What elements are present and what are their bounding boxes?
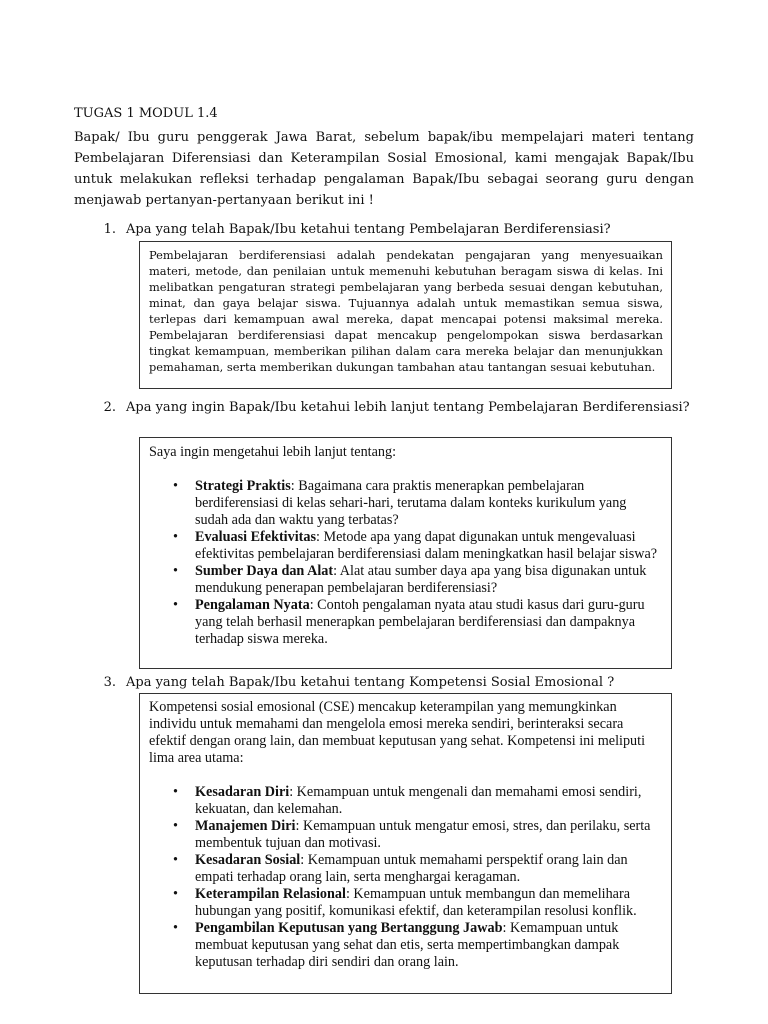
question-3	[74, 675, 734, 690]
list-item	[195, 852, 661, 886]
item-text: : Bagaimana cara praktis menerapkan pembelajaran berdiferensiasi di kelas sehari-hari, terutama dalam konteks kurikulum yang sudah ada dan waktu yang terbatas?	[195, 478, 627, 528]
item-text: : Metode apa yang dapat digunakan untuk mengevaluasi efektivitas pembelajaran berdiferensiasi dalam meningkatkan hasil belajar siswa?	[195, 529, 658, 562]
list-item	[195, 529, 661, 563]
item-title: Kesadaran Sosial	[195, 852, 301, 868]
list-item	[195, 597, 661, 648]
item-text: : Kemampuan untuk mengatur emosi, stres, dan perilaku, serta membentuk tujuan dan motivasi.	[195, 818, 651, 851]
item-title: Pengambilan Keputusan yang Bertanggung Jawab	[195, 920, 503, 936]
item-text: : Kemampuan untuk mengenali dan memahami emosi sendiri, kekuatan, dan kelemahan.	[195, 784, 642, 817]
item-title: Pengalaman Nyata	[195, 597, 310, 613]
bullet-list	[149, 478, 661, 648]
item-text: : Kemampuan untuk memahami perspektif orang lain dan empati terhadap orang lain, serta menghargai keragaman.	[195, 852, 628, 885]
list-item	[195, 563, 661, 597]
item-title: Evaluasi Efektivitas	[195, 529, 317, 545]
question-number: 2.	[103, 400, 116, 415]
bullet-list	[149, 784, 661, 971]
item-text: : Contoh pengalaman nyata atau studi kasus dari guru-guru yang telah berhasil menerapkan pembelajaran berdiferensiasi dan dampaknya terhadap siswa mereka.	[195, 597, 645, 647]
question-number: 3.	[103, 675, 116, 690]
question-1	[74, 222, 734, 237]
intro-paragraph: Bapak/ Ibu guru penggerak Jawa Barat, sebelum bapak/ibu mempelajari materi tentang Pembelajaran Diferensiasi dan Keterampilan Sosial Emosional, kami mengajak Bapak/Ibu untuk melakukan refleksi terhadap pengalaman Bapak/Ibu sebagai seorang guru dengan menjawab pertanyan-pertanyaan berikut ini !	[74, 130, 694, 208]
answer-lead: Kompetensi sosial emosional (CSE) mencakup keterampilan yang memungkinkan individu untuk memahami dan mengelola emosi mereka sendiri, berinteraksi secara efektif dengan orang lain, dan membuat keputusan yang sehat. Kompetensi ini meliputi lima area utama:	[149, 699, 646, 766]
item-text: : Alat atau sumber daya apa yang bisa digunakan untuk mendukung penerapan pembelajaran berdiferensiasi?	[195, 563, 647, 596]
answer-text: Pembelajaran berdiferensiasi adalah pendekatan pengajaran yang menyesuaikan materi, metode, dan penilaian untuk memenuhi kebutuhan beragam siswa di kelas. Ini melibatkan pengaturan strategi pembelajaran yang berbeda sesuai dengan kebutuhan, minat, dan gaya belajar siswa. Tujuannya adalah untuk memastikan semua siswa, terlepas dari kemampuan awal mereka, dapat mencapai potensi maksimal mereka. Pembelajaran berdiferensiasi dapat mencakup pengelompokan siswa berdasarkan tingkat kemampuan, memberikan pilihan dalam cara mereka belajar dan menunjukkan pemahaman, serta memberikan dukungan tambahan atau tantangan sesuai kebutuhan.	[149, 248, 663, 374]
page-title: TUGAS 1 MODUL 1.4	[74, 106, 218, 121]
item-text: : Kemampuan untuk membuat keputusan yang sehat dan etis, serta mempertimbangkan dampak keputusan terhadap diri sendiri dan orang lain.	[195, 920, 620, 970]
item-title: Strategi Praktis	[195, 478, 291, 494]
list-item	[195, 886, 661, 920]
item-title: Kesadaran Diri	[195, 784, 290, 800]
item-title: Keterampilan Relasional	[195, 886, 346, 902]
question-2	[74, 400, 734, 415]
list-item	[195, 920, 661, 971]
list-item	[195, 784, 661, 818]
answer-box-3	[139, 693, 672, 994]
answer-box-1	[139, 241, 672, 389]
list-item	[195, 818, 661, 852]
item-title: Manajemen Diri	[195, 818, 296, 834]
item-text: : Kemampuan untuk membangun dan memelihara hubungan yang positif, komunikasi efektif, dan keterampilan resolusi konflik.	[195, 886, 637, 919]
question-number: 1.	[103, 222, 116, 237]
item-title: Sumber Daya dan Alat	[195, 563, 334, 579]
question-text: Apa yang telah Bapak/Ibu ketahui tentang Kompetensi Sosial Emosional ?	[126, 675, 615, 690]
question-text: Apa yang telah Bapak/Ibu ketahui tentang Pembelajaran Berdiferensiasi?	[126, 222, 611, 237]
question-text: Apa yang ingin Bapak/Ibu ketahui lebih lanjut tentang Pembelajaran Berdiferensiasi?	[126, 400, 690, 415]
list-item	[195, 478, 661, 529]
answer-lead: Saya ingin mengetahui lebih lanjut tentang:	[149, 444, 397, 460]
answer-box-2	[139, 437, 672, 669]
